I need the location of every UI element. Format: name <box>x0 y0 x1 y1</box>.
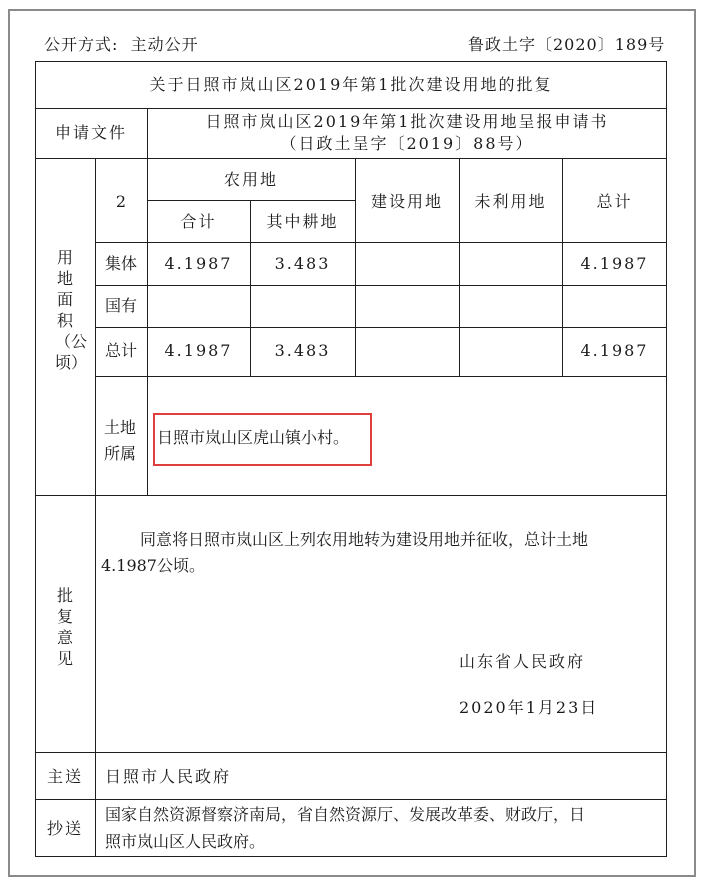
approval-form-table <box>35 61 667 857</box>
land-ownership-label: 土地所属 <box>104 418 137 463</box>
approval-label: 批复意见 <box>56 586 73 668</box>
row-line <box>95 285 667 286</box>
cell-total-total: 4.1987 <box>580 341 649 360</box>
cell-collective-total: 4.1987 <box>580 254 649 273</box>
col-line <box>147 158 148 495</box>
disclosure-label: 公开方式: <box>44 35 119 54</box>
row-line <box>35 108 667 109</box>
row-line <box>95 376 667 377</box>
cc-text-line1: 国家自然资源督察济南局，省自然资源厅、发展改革委、财政厅，日 <box>105 805 586 824</box>
row-line <box>95 242 667 243</box>
land-ownership-value: 日照市岚山区虎山镇小村。 <box>157 428 350 447</box>
document-number: 鲁政土字〔2020〕189号 <box>468 35 666 54</box>
table-border-bottom <box>35 856 667 857</box>
highlight-box <box>153 413 372 466</box>
cell-collective-farmland: 3.483 <box>274 254 331 273</box>
col-line <box>95 495 96 752</box>
approval-text-line1: 同意将日照市岚山区上列农用地转为建设用地并征收，总计土地 <box>140 530 589 549</box>
header-agri-land: 农用地 <box>223 170 278 189</box>
row-label-state: 国有 <box>104 296 137 315</box>
table-border-right <box>666 61 667 857</box>
col-line <box>95 752 96 857</box>
row-line <box>35 799 667 800</box>
row-line <box>35 752 667 753</box>
cell-collective-agri-total: 4.1987 <box>164 254 233 273</box>
cc-label: 抄送 <box>46 819 83 838</box>
application-label: 申请文件 <box>54 123 127 142</box>
header-unused-land: 未利用地 <box>474 192 547 211</box>
cc-text-line2: 照市岚山区人民政府。 <box>105 832 266 851</box>
table-border-left <box>35 61 36 857</box>
cell-total-agri-total: 4.1987 <box>164 341 233 360</box>
application-text-line2: （日政土呈字〔2019〕88号） <box>280 134 534 153</box>
row-label-total: 总计 <box>104 341 137 360</box>
approval-date: 2020年1月23日 <box>459 698 599 717</box>
row-line <box>35 158 667 159</box>
cell-total-farmland: 3.483 <box>274 341 331 360</box>
corner-cell: 2 <box>115 192 127 211</box>
table-border-top <box>35 61 667 62</box>
disclosure-value: 主动公开 <box>130 35 199 54</box>
main-recipient-value: 日照市人民政府 <box>105 767 232 786</box>
row-label-collective: 集体 <box>104 254 137 273</box>
disclosure-method <box>44 32 199 55</box>
document-title: 关于日照市岚山区2019年第1批次建设用地的批复 <box>149 75 553 94</box>
main-recipient-label: 主送 <box>46 767 83 786</box>
approval-text-line2: 4.1987公顷。 <box>101 556 205 575</box>
row-line <box>95 327 667 328</box>
row-line <box>147 200 355 201</box>
header-total: 总计 <box>596 192 633 211</box>
land-area-label: 用地面积（公顷） <box>55 248 88 372</box>
approval-signer: 山东省人民政府 <box>459 652 586 671</box>
application-text-line1: 日照市岚山区2019年第1批次建设用地呈报申请书 <box>205 112 609 131</box>
header-agri-total: 合计 <box>180 212 217 231</box>
header-construction-land: 建设用地 <box>370 192 443 211</box>
row-line <box>35 495 667 496</box>
header-agri-farmland: 其中耕地 <box>266 212 339 231</box>
